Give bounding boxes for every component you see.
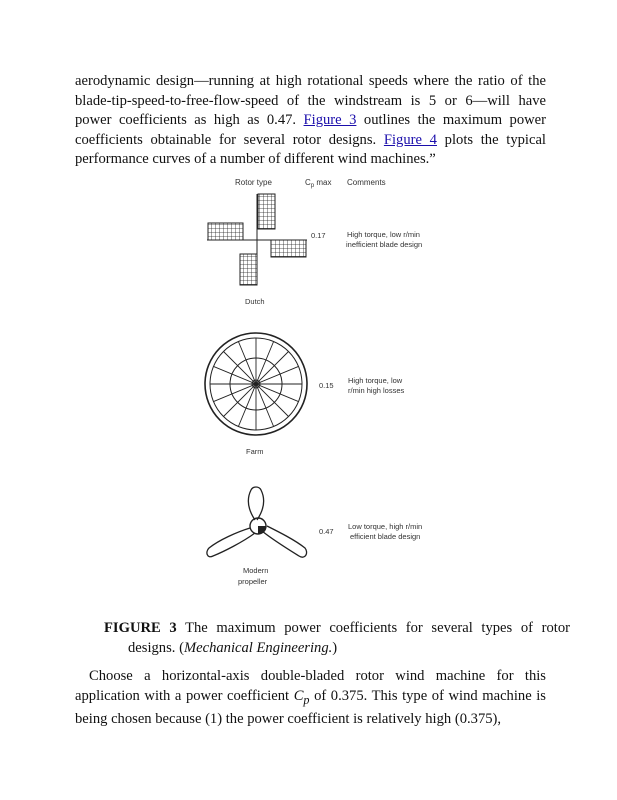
paragraph-text: plots the typical performance curves of a number of different wind machines.” [75, 131, 546, 167]
modern-propeller-drawing [207, 487, 307, 557]
cp-symbol: $C_p$ [293, 687, 310, 707]
body-paragraph-2 [75, 667, 546, 729]
farm-cp-value: 0.15 [319, 381, 334, 390]
modern-cp-value: 0.47 [319, 527, 334, 536]
dutch-comment: High torque, low r/min inefficient blade design [346, 230, 423, 249]
paragraph-text: Choose a horizontal-axis double-bladed rotor wind machine for this application with a power coefficient [75, 668, 546, 704]
dutch-label: Dutch [245, 297, 265, 306]
modern-label: Modern propeller [238, 566, 269, 586]
caption-text: The maximum power coefficients for several types of rotor designs. ( [128, 620, 571, 656]
figure-3-link[interactable]: Figure 3 [303, 112, 357, 128]
dutch-rotor-drawing [207, 194, 307, 285]
paragraph-text: of 0.375. This type of wind machine is being chosen because (1) the power coefficient is relatively high (0.375), [75, 687, 546, 727]
header-cp-max: $C_p$ max [305, 178, 332, 189]
caption-source: Mechanical Engineering. [183, 640, 333, 656]
rotor-diagram-svg [195, 168, 455, 600]
farm-rotor-drawing [205, 333, 307, 435]
figure-4-link[interactable]: Figure 4 [383, 131, 437, 148]
paragraph-text: outlines the maximum power coefficients obtainable for several rotor designs. [75, 112, 546, 148]
figure-label: FIGURE 3 [104, 620, 177, 636]
figure-3-rotor-diagram [195, 168, 455, 600]
body-paragraph-1 [75, 72, 546, 170]
paragraph-text: aerodynamic design—running at high rotational speeds where the ratio of the blade-tip-speed-to-free-flow-speed of the windstream is 5 or 6—will have power coefficients as high as 0.47. [75, 73, 546, 128]
dutch-cp-value: 0.17 [311, 231, 326, 240]
header-rotor-type: Rotor type [235, 178, 272, 187]
caption-close: ) [332, 640, 338, 656]
farm-label: Farm [246, 447, 264, 456]
farm-comment: High torque, low r/min high losses [348, 376, 405, 395]
figure-caption [104, 618, 570, 658]
header-comments: Comments [347, 178, 386, 187]
modern-comment: Low torque, high r/min efficient blade design [348, 522, 423, 541]
